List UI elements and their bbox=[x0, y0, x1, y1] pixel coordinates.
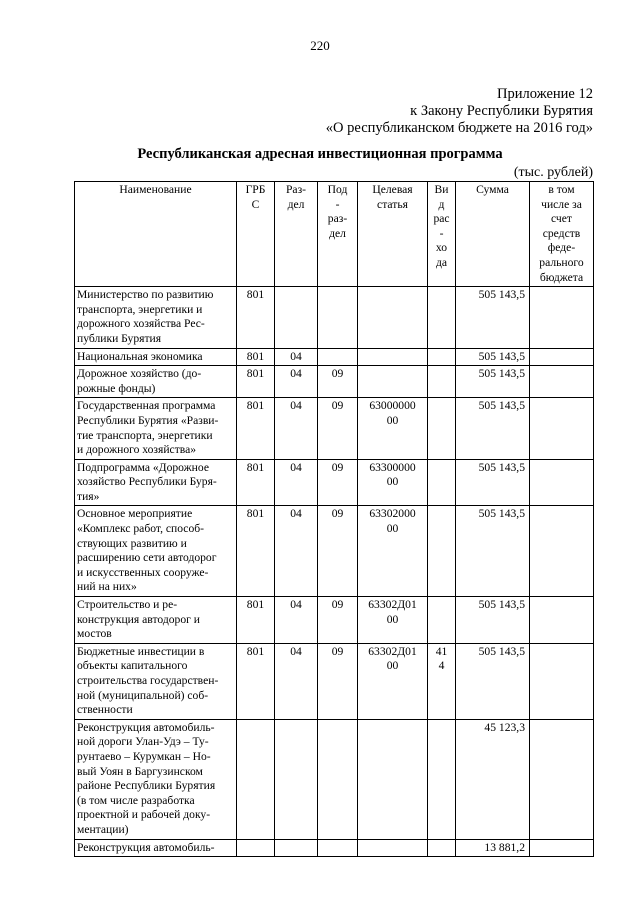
cell-name: Основное мероприятие «Комплекс работ, способ- ствующих развитию и расширению сети автодорог и искусственных сооруже- ний на них» bbox=[75, 506, 237, 597]
table-row bbox=[75, 366, 594, 398]
cell-podrazdel: 09 bbox=[318, 366, 358, 398]
units-label: (тыс. рублей) bbox=[513, 165, 593, 180]
header-vid-raskhoda: Ви д рас - хо да bbox=[428, 182, 456, 287]
cell-summa: 505 143,5 bbox=[456, 597, 530, 644]
cell-name: Государственная программа Республики Бурятия «Разви- тие транспорта, энергетики и дорожного хозяйства» bbox=[75, 398, 237, 459]
cell-vid-raskhoda bbox=[428, 597, 456, 644]
cell-razdel: 04 bbox=[275, 398, 318, 459]
cell-grbs: 801 bbox=[237, 506, 275, 597]
cell-podrazdel: 09 bbox=[318, 506, 358, 597]
cell-summa: 13 881,2 bbox=[456, 839, 530, 857]
cell-vid-raskhoda bbox=[428, 506, 456, 597]
cell-grbs: 801 bbox=[237, 459, 275, 506]
cell-razdel: 04 bbox=[275, 366, 318, 398]
cell-summa: 505 143,5 bbox=[456, 287, 530, 348]
table-row bbox=[75, 597, 594, 644]
cell-name: Национальная экономика bbox=[75, 348, 237, 366]
cell-federal bbox=[530, 287, 594, 348]
table-row bbox=[75, 643, 594, 719]
cell-razdel: 04 bbox=[275, 348, 318, 366]
cell-grbs: 801 bbox=[237, 643, 275, 719]
cell-federal bbox=[530, 643, 594, 719]
header-summa: Сумма bbox=[456, 182, 530, 287]
table-row bbox=[75, 506, 594, 597]
cell-federal bbox=[530, 398, 594, 459]
header-tselevaya-statya: Целевая статья bbox=[358, 182, 428, 287]
cell-tselevaya-statya bbox=[358, 366, 428, 398]
cell-federal bbox=[530, 597, 594, 644]
cell-tselevaya-statya bbox=[358, 348, 428, 366]
appendix-reference bbox=[326, 86, 593, 137]
cell-name: Реконструкция автомобиль- bbox=[75, 839, 237, 857]
cell-summa: 505 143,5 bbox=[456, 366, 530, 398]
cell-razdel: 04 bbox=[275, 506, 318, 597]
cell-federal bbox=[530, 459, 594, 506]
cell-tselevaya-statya bbox=[358, 719, 428, 839]
cell-podrazdel bbox=[318, 719, 358, 839]
cell-federal bbox=[530, 506, 594, 597]
cell-name: Реконструкция автомобиль- ной дороги Улан-Удэ – Ту- рунтаево – Курумкан – Но- вый Уоян в Баргузинском районе Республики Бурятия (в том числе разработка проектной и рабочей доку- ментации) bbox=[75, 719, 237, 839]
cell-vid-raskhoda bbox=[428, 366, 456, 398]
cell-podrazdel bbox=[318, 287, 358, 348]
cell-name: Подпрограмма «Дорожное хозяйство Республики Буря- тия» bbox=[75, 459, 237, 506]
cell-razdel bbox=[275, 719, 318, 839]
header-razdel: Раз- дел bbox=[275, 182, 318, 287]
cell-tselevaya-statya: 63300000 00 bbox=[358, 459, 428, 506]
cell-podrazdel: 09 bbox=[318, 398, 358, 459]
document-title: Республиканская адресная инвестиционная программа bbox=[137, 146, 503, 162]
table-row bbox=[75, 459, 594, 506]
cell-razdel bbox=[275, 839, 318, 857]
cell-podrazdel: 09 bbox=[318, 597, 358, 644]
cell-federal bbox=[530, 719, 594, 839]
cell-grbs: 801 bbox=[237, 287, 275, 348]
table-body bbox=[75, 287, 594, 857]
table-row bbox=[75, 398, 594, 459]
cell-tselevaya-statya bbox=[358, 839, 428, 857]
header-podrazdel: Под - раз- дел bbox=[318, 182, 358, 287]
cell-name: Министерство по развитию транспорта, энергетики и дорожного хозяйства Рес- публики Бурятия bbox=[75, 287, 237, 348]
table-row bbox=[75, 839, 594, 857]
appendix-line: к Закону Республики Бурятия bbox=[410, 103, 593, 119]
header-grbs: ГРБ С bbox=[237, 182, 275, 287]
cell-summa: 505 143,5 bbox=[456, 459, 530, 506]
appendix-line: Приложение 12 bbox=[497, 86, 593, 102]
cell-grbs bbox=[237, 719, 275, 839]
cell-tselevaya-statya: 63302Д01 00 bbox=[358, 643, 428, 719]
cell-vid-raskhoda bbox=[428, 398, 456, 459]
cell-name: Бюджетные инвестиции в объекты капитального строительства государствен- ной (муниципальной) соб- ственности bbox=[75, 643, 237, 719]
cell-vid-raskhoda: 41 4 bbox=[428, 643, 456, 719]
cell-summa: 505 143,5 bbox=[456, 348, 530, 366]
cell-grbs: 801 bbox=[237, 597, 275, 644]
table-row bbox=[75, 287, 594, 348]
cell-razdel: 04 bbox=[275, 643, 318, 719]
header-federal: в том числе за счет средств феде- рального бюджета bbox=[530, 182, 594, 287]
cell-summa: 505 143,5 bbox=[456, 643, 530, 719]
cell-podrazdel: 09 bbox=[318, 643, 358, 719]
cell-grbs: 801 bbox=[237, 366, 275, 398]
cell-vid-raskhoda bbox=[428, 719, 456, 839]
cell-podrazdel: 09 bbox=[318, 459, 358, 506]
cell-summa: 505 143,5 bbox=[456, 398, 530, 459]
cell-razdel: 04 bbox=[275, 459, 318, 506]
page-number: 220 bbox=[310, 38, 330, 53]
cell-tselevaya-statya: 63302000 00 bbox=[358, 506, 428, 597]
cell-tselevaya-statya bbox=[358, 287, 428, 348]
cell-tselevaya-statya: 63000000 00 bbox=[358, 398, 428, 459]
investment-program-table bbox=[74, 181, 594, 857]
table-header-row bbox=[75, 182, 594, 287]
cell-vid-raskhoda bbox=[428, 287, 456, 348]
cell-tselevaya-statya: 63302Д01 00 bbox=[358, 597, 428, 644]
cell-vid-raskhoda bbox=[428, 348, 456, 366]
cell-federal bbox=[530, 366, 594, 398]
appendix-line: «О республиканском бюджете на 2016 год» bbox=[325, 120, 593, 136]
cell-vid-raskhoda bbox=[428, 459, 456, 506]
header-name: Наименование bbox=[75, 182, 237, 287]
cell-summa: 45 123,3 bbox=[456, 719, 530, 839]
cell-vid-raskhoda bbox=[428, 839, 456, 857]
cell-razdel bbox=[275, 287, 318, 348]
cell-federal bbox=[530, 839, 594, 857]
cell-podrazdel bbox=[318, 839, 358, 857]
cell-grbs bbox=[237, 839, 275, 857]
cell-summa: 505 143,5 bbox=[456, 506, 530, 597]
table-row bbox=[75, 348, 594, 366]
cell-name: Строительство и ре- конструкция автодорог и мостов bbox=[75, 597, 237, 644]
cell-grbs: 801 bbox=[237, 398, 275, 459]
cell-name: Дорожное хозяйство (до- рожные фонды) bbox=[75, 366, 237, 398]
cell-razdel: 04 bbox=[275, 597, 318, 644]
table-row bbox=[75, 719, 594, 839]
cell-podrazdel bbox=[318, 348, 358, 366]
cell-grbs: 801 bbox=[237, 348, 275, 366]
cell-federal bbox=[530, 348, 594, 366]
